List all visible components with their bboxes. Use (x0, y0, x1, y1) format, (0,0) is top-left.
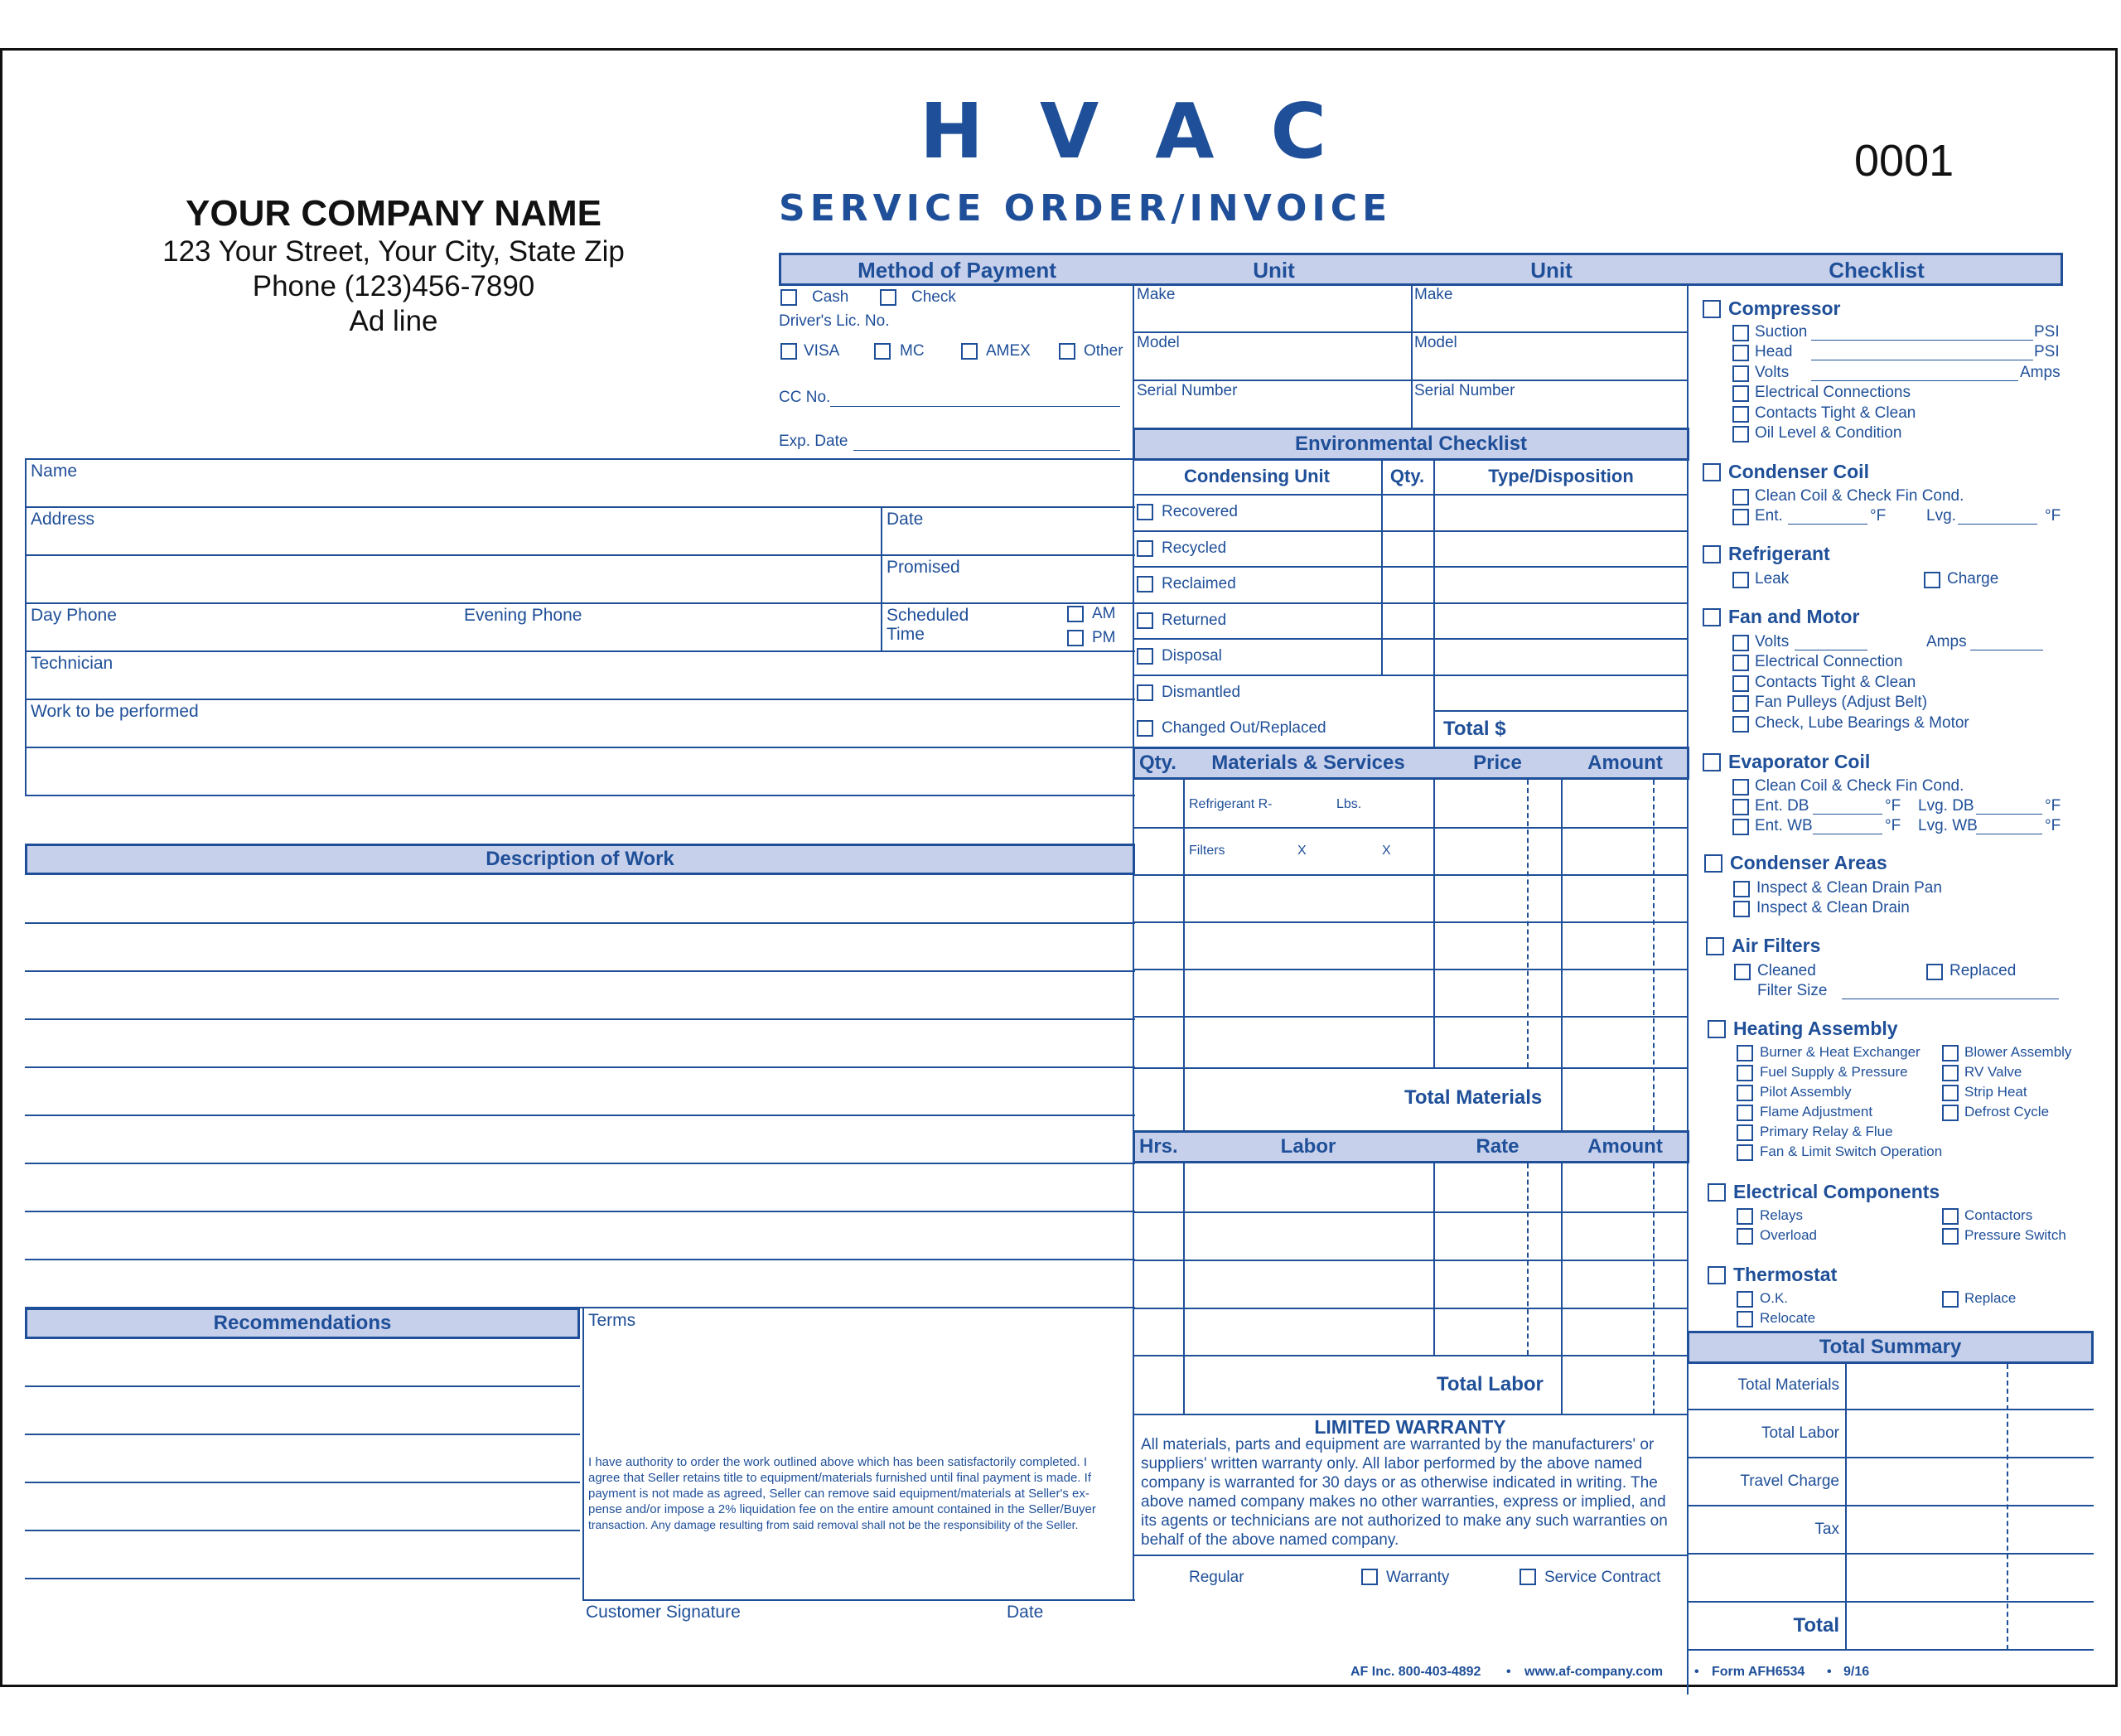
name-label: Name (31, 462, 78, 481)
pilot-checkbox[interactable] (1737, 1085, 1753, 1101)
replace-label: Replace (1964, 1290, 2017, 1306)
cleaned-label: Cleaned (1757, 962, 1816, 979)
charge-checkbox[interactable] (1924, 572, 1940, 588)
company-ad-line: Ad line (349, 305, 438, 337)
thermostat-checkbox[interactable] (1708, 1266, 1726, 1284)
air-filters-checkbox[interactable] (1706, 937, 1724, 955)
electrical-connections-checkbox[interactable] (1732, 385, 1749, 402)
time-label: Time (887, 625, 925, 644)
filters-label: Filters (1189, 844, 1225, 858)
electrical-components-heading: Electrical Components (1733, 1181, 1940, 1202)
flame-checkbox[interactable] (1737, 1105, 1753, 1121)
compressor-heading: Compressor (1728, 297, 1841, 319)
pm-checkbox[interactable] (1067, 630, 1084, 646)
ok-label: O.K. (1760, 1290, 1789, 1306)
condensing-unit-header: Condensing Unit (1184, 466, 1330, 486)
relocate-label: Relocate (1760, 1310, 1816, 1326)
check-label: Check (911, 288, 956, 306)
pressure-switch-label: Pressure Switch (1964, 1227, 2066, 1243)
fan-pulleys-label: Fan Pulleys (Adjust Belt) (1755, 694, 1928, 711)
amex-checkbox[interactable] (961, 343, 978, 360)
lvg-wb-label: Lvg. WB (1918, 817, 1978, 834)
electrical-connections-label: Electrical Connections (1755, 384, 1911, 401)
ent-label: Ent. (1755, 507, 1783, 525)
work-label: Work to be performed (31, 702, 199, 721)
fan-contacts-checkbox[interactable] (1732, 675, 1749, 692)
date-label: Date (887, 510, 924, 529)
contactors-checkbox[interactable] (1942, 1208, 1959, 1225)
warranty-line-6: behalf of the above named company. (1141, 1531, 1399, 1549)
refrigerant-label: Refrigerant R- (1189, 797, 1273, 811)
checklist-heading: Checklist (1829, 258, 1925, 283)
type-disposition-header: Type/Disposition (1488, 466, 1634, 486)
fan-limit-checkbox[interactable] (1737, 1144, 1753, 1161)
promised-label: Promised (887, 558, 960, 577)
total-labor-label: Total Labor (1437, 1373, 1544, 1395)
other-checkbox[interactable] (1059, 343, 1075, 360)
unit2-serial-label: Serial Number (1414, 382, 1515, 399)
heating-checkbox[interactable] (1708, 1020, 1726, 1038)
check-checkbox[interactable] (880, 289, 896, 306)
evap-clean-checkbox[interactable] (1732, 779, 1749, 795)
warranty-heading: LIMITED WARRANTY (1314, 1416, 1506, 1438)
warranty-checkbox[interactable] (1361, 1569, 1378, 1585)
relays-checkbox[interactable] (1737, 1208, 1753, 1225)
rv-valve-label: RV Valve (1964, 1064, 2022, 1080)
total-materials-label: Total Materials (1404, 1086, 1543, 1109)
summary-tax-label: Tax (1814, 1521, 1839, 1538)
oil-level-label: Oil Level & Condition (1755, 424, 1902, 442)
changed-out-label: Changed Out/Replaced (1162, 719, 1326, 737)
address-label: Address (31, 510, 95, 529)
fan-contacts-label: Contacts Tight & Clean (1755, 674, 1916, 691)
amex-label: AMEX (986, 342, 1031, 360)
footer-bullet-3: • (1827, 1665, 1832, 1679)
terms-label: Terms (588, 1311, 636, 1330)
volts-amps: Amps (2020, 364, 2061, 381)
drain-pan-checkbox[interactable] (1733, 881, 1750, 897)
visa-checkbox[interactable] (780, 343, 797, 360)
service-contract-label: Service Contract (1544, 1569, 1661, 1586)
condenser-coil-heading: Condenser Coil (1728, 461, 1869, 482)
labor-hrs-header: Hrs. (1139, 1135, 1178, 1158)
filters-x2: X (1382, 844, 1391, 858)
service-contract-checkbox[interactable] (1519, 1569, 1536, 1585)
returned-label: Returned (1162, 612, 1227, 629)
lvg-wb-degf: °F (2045, 817, 2061, 834)
strip-heat-checkbox[interactable] (1942, 1085, 1959, 1101)
suction-checkbox[interactable] (1732, 325, 1749, 341)
drain-checkbox[interactable] (1733, 901, 1750, 917)
fuel-label: Fuel Supply & Pressure (1760, 1064, 1908, 1080)
materials-qty-header: Qty. (1139, 752, 1176, 774)
evap-clean-label: Clean Coil & Check Fin Cond. (1755, 777, 1964, 795)
unit2-model-label: Model (1414, 334, 1457, 351)
ent-wb-label: Ent. WB (1755, 817, 1813, 834)
overload-checkbox[interactable] (1737, 1228, 1753, 1245)
footer-bullet-1: • (1506, 1665, 1511, 1679)
fan-pulleys-checkbox[interactable] (1732, 695, 1749, 712)
primary-relay-checkbox[interactable] (1737, 1124, 1753, 1141)
reclaimed-label: Reclaimed (1162, 575, 1236, 592)
suction-psi: PSI (2034, 323, 2060, 341)
terms-line-4: pense and/or impose a 2% liquidation fee on the entire amount contained in the Seller/Buyer (588, 1502, 1096, 1516)
fan-limit-label: Fan & Limit Switch Operation (1760, 1144, 1943, 1159)
contacts-tight-checkbox[interactable] (1732, 406, 1749, 423)
replace-checkbox[interactable] (1942, 1291, 1959, 1308)
lvg-label: Lvg. (1926, 507, 1956, 525)
terms-line-5: transaction. Any damage resulting from said removal shall not be the responsibility of the Seller. (588, 1518, 1079, 1531)
volts-checkbox[interactable] (1732, 365, 1749, 382)
fan-amps-label: Amps (1926, 633, 1967, 650)
pilot-label: Pilot Assembly (1760, 1084, 1852, 1100)
scheduled-label: Scheduled (887, 606, 969, 625)
footer-form: Form AFH6534 (1712, 1665, 1805, 1679)
flame-label: Flame Adjustment (1760, 1104, 1873, 1119)
fan-motor-checkbox[interactable] (1703, 608, 1721, 626)
cash-label: Cash (812, 288, 849, 306)
blower-checkbox[interactable] (1942, 1045, 1959, 1061)
disposal-label: Disposal (1162, 647, 1222, 665)
ent-db-checkbox[interactable] (1732, 799, 1749, 815)
compressor-checkbox[interactable] (1703, 300, 1721, 318)
dismantled-checkbox[interactable] (1137, 684, 1153, 701)
oil-level-checkbox[interactable] (1732, 426, 1749, 442)
summary-total-label: Total (1793, 1614, 1839, 1637)
disposal-checkbox[interactable] (1137, 648, 1153, 665)
unit-heading-2: Unit (1530, 258, 1573, 283)
condenser-areas-checkbox[interactable] (1704, 854, 1722, 873)
filter-size-label: Filter Size (1757, 982, 1828, 999)
signature-date-label[interactable]: Date (1007, 1603, 1044, 1622)
footer-date: 9/16 (1843, 1665, 1870, 1679)
footer-bullet-2: • (1694, 1665, 1699, 1679)
unit2-make-label: Make (1414, 286, 1453, 303)
unit1-serial-label: Serial Number (1137, 382, 1238, 399)
contactors-label: Contactors (1964, 1207, 2033, 1223)
strip-heat-label: Strip Heat (1964, 1084, 2027, 1100)
heating-heading: Heating Assembly (1733, 1018, 1898, 1039)
relays-label: Relays (1760, 1207, 1803, 1223)
env-total-label: Total $ (1443, 718, 1506, 740)
summary-materials-label: Total Materials (1737, 1376, 1839, 1394)
overload-label: Overload (1760, 1227, 1817, 1243)
burner-label: Burner & Heat Exchanger (1760, 1044, 1920, 1060)
ent-db-degf: °F (1885, 797, 1901, 815)
terms-line-2: agree that Seller retains title to equipment/materials furnished until final payment is made. If (588, 1471, 1091, 1485)
fuel-checkbox[interactable] (1737, 1065, 1753, 1081)
recycled-checkbox[interactable] (1137, 540, 1153, 557)
recycled-label: Recycled (1162, 539, 1227, 557)
lvg-degf: °F (2045, 507, 2061, 525)
warranty-line-2: suppliers' written warranty only. All labor performed by the above named (1141, 1455, 1643, 1472)
warranty-label: Warranty (1386, 1569, 1450, 1586)
warranty-line-1: All materials, parts and equipment are warranted by the manufacturers' or (1141, 1436, 1655, 1453)
head-label: Head (1755, 343, 1793, 360)
check-lube-checkbox[interactable] (1732, 716, 1749, 733)
warranty-line-5: its agents or technicians are not authorized to make any such warranties on (1141, 1512, 1668, 1530)
head-psi: PSI (2034, 343, 2060, 360)
warranty-line-3: company is warranted for 30 days or as otherwise indicated in writing. The (1141, 1474, 1658, 1492)
fan-volts-checkbox[interactable] (1732, 635, 1749, 651)
evening-phone-label: Evening Phone (464, 606, 582, 625)
changed-out-checkbox[interactable] (1137, 720, 1153, 737)
evaporator-coil-heading: Evaporator Coil (1728, 751, 1871, 772)
reclaimed-checkbox[interactable] (1137, 576, 1153, 592)
condenser-areas-heading: Condenser Areas (1730, 852, 1887, 873)
labor-header: Labor (1280, 1135, 1336, 1158)
unit-heading-1: Unit (1253, 258, 1295, 283)
volts-label: Volts (1755, 364, 1790, 381)
invoice-number: 0001 (1854, 136, 1954, 186)
lvg-db-label: Lvg. DB (1918, 797, 1974, 815)
air-filters-heading: Air Filters (1732, 935, 1821, 956)
drain-pan-label: Inspect & Clean Drain Pan (1756, 879, 1942, 897)
description-heading: Description of Work (486, 848, 674, 870)
mc-checkbox[interactable] (874, 343, 891, 360)
pm-label: PM (1092, 629, 1116, 646)
recovered-label: Recovered (1162, 503, 1238, 520)
warranty-line-4: above named company makes no other warranties, express or implied, and (1141, 1493, 1666, 1511)
am-label: AM (1092, 605, 1116, 622)
rv-valve-checkbox[interactable] (1942, 1065, 1959, 1081)
exp-date-label: Exp. Date (779, 433, 848, 450)
unit1-model-label: Model (1137, 334, 1180, 351)
fan-electrical-checkbox[interactable] (1732, 655, 1749, 671)
cleaned-checkbox[interactable] (1734, 964, 1751, 980)
refrigerant-heading: Refrigerant (1728, 543, 1830, 564)
am-checkbox[interactable] (1067, 606, 1084, 622)
pressure-switch-checkbox[interactable] (1942, 1228, 1959, 1245)
technician-label: Technician (31, 654, 114, 673)
footer-company: AF Inc. 800-403-4892 (1350, 1665, 1481, 1679)
other-label: Other (1084, 342, 1123, 360)
defrost-label: Defrost Cycle (1964, 1104, 2050, 1119)
primary-relay-label: Primary Relay & Flue (1760, 1124, 1893, 1139)
materials-amount-header: Amount (1587, 752, 1663, 774)
clean-coil-checkbox[interactable] (1732, 489, 1749, 505)
lvg-db-degf: °F (2045, 797, 2061, 815)
ent-wb-checkbox[interactable] (1732, 819, 1749, 835)
drivers-license-label: Driver's Lic. No. (779, 312, 890, 330)
leak-checkbox[interactable] (1732, 572, 1749, 588)
burner-checkbox[interactable] (1737, 1045, 1753, 1061)
refrigerant-checkbox[interactable] (1703, 545, 1721, 563)
check-lube-label: Check, Lube Bearings & Motor (1755, 714, 1969, 732)
condenser-coil-checkbox[interactable] (1703, 463, 1721, 481)
labor-rate-header: Rate (1476, 1135, 1519, 1158)
summary-travel-label: Travel Charge (1740, 1472, 1839, 1490)
regular-label: Regular (1189, 1569, 1244, 1586)
electrical-components-checkbox[interactable] (1708, 1183, 1726, 1202)
lbs-label: Lbs. (1336, 797, 1362, 811)
footer-web: www.af-company.com (1524, 1665, 1664, 1679)
ent-wb-degf: °F (1885, 817, 1901, 834)
relocate-checkbox[interactable] (1737, 1311, 1753, 1327)
cash-checkbox[interactable] (780, 289, 797, 306)
form-title: H V A C (920, 87, 1342, 176)
labor-amount-header: Amount (1587, 1135, 1663, 1158)
company-name: YOUR COMPANY NAME (186, 193, 602, 234)
summary-labor-label: Total Labor (1761, 1424, 1839, 1442)
ok-checkbox[interactable] (1737, 1291, 1753, 1308)
suction-label: Suction (1755, 323, 1808, 341)
defrost-checkbox[interactable] (1942, 1105, 1959, 1121)
leak-label: Leak (1755, 570, 1790, 588)
unit1-make-label: Make (1137, 286, 1176, 303)
cc-no-line[interactable] (830, 406, 1120, 407)
visa-label: VISA (804, 342, 840, 360)
thermostat-heading: Thermostat (1733, 1264, 1838, 1285)
environmental-heading: Environmental Checklist (1294, 433, 1528, 455)
customer-signature-label[interactable]: Customer Signature (586, 1603, 741, 1622)
company-address: 123 Your Street, Your City, State Zip (162, 235, 625, 268)
ent-degf: °F (1870, 507, 1887, 525)
filters-x1: X (1297, 844, 1307, 858)
fan-electrical-label: Electrical Connection (1755, 653, 1903, 670)
day-phone-label: Day Phone (31, 606, 117, 625)
company-phone: Phone (123)456-7890 (252, 270, 535, 302)
dismantled-label: Dismantled (1162, 684, 1241, 701)
recovered-checkbox[interactable] (1137, 504, 1153, 520)
head-checkbox[interactable] (1732, 345, 1749, 361)
drain-label: Inspect & Clean Drain (1756, 899, 1910, 916)
mc-label: MC (900, 342, 925, 360)
replaced-label: Replaced (1949, 962, 2017, 979)
summary-heading: Total Summary (1819, 1336, 1962, 1358)
charge-label: Charge (1947, 570, 1999, 588)
replaced-checkbox[interactable] (1926, 964, 1943, 980)
form-subtitle: SERVICE ORDER/INVOICE (779, 187, 1393, 230)
ent-checkbox[interactable] (1732, 509, 1749, 525)
terms-line-1: I have authority to order the work outlined above which has been satisfactorily completed. I (588, 1455, 1087, 1469)
blower-label: Blower Assembly (1964, 1044, 2072, 1060)
materials-price-header: Price (1473, 752, 1522, 774)
payment-heading: Method of Payment (858, 258, 1056, 283)
terms-line-3: payment is not made as agreed, Seller can remove said equipment/materials at Seller's ex- (588, 1487, 1089, 1501)
evaporator-coil-checkbox[interactable] (1703, 753, 1721, 771)
ent-db-label: Ent. DB (1755, 797, 1809, 815)
exp-date-line[interactable] (853, 450, 1120, 451)
recommendations-heading: Recommendations (213, 1312, 392, 1334)
env-qty-header: Qty. (1389, 466, 1425, 486)
materials-desc-header: Materials & Services (1211, 752, 1405, 774)
contacts-tight-label: Contacts Tight & Clean (1755, 404, 1916, 422)
cc-no-label: CC No. (779, 389, 831, 406)
fan-motor-heading: Fan and Motor (1728, 606, 1860, 627)
returned-checkbox[interactable] (1137, 612, 1153, 629)
clean-coil-label: Clean Coil & Check Fin Cond. (1755, 487, 1964, 505)
fan-volts-label: Volts (1755, 633, 1790, 650)
